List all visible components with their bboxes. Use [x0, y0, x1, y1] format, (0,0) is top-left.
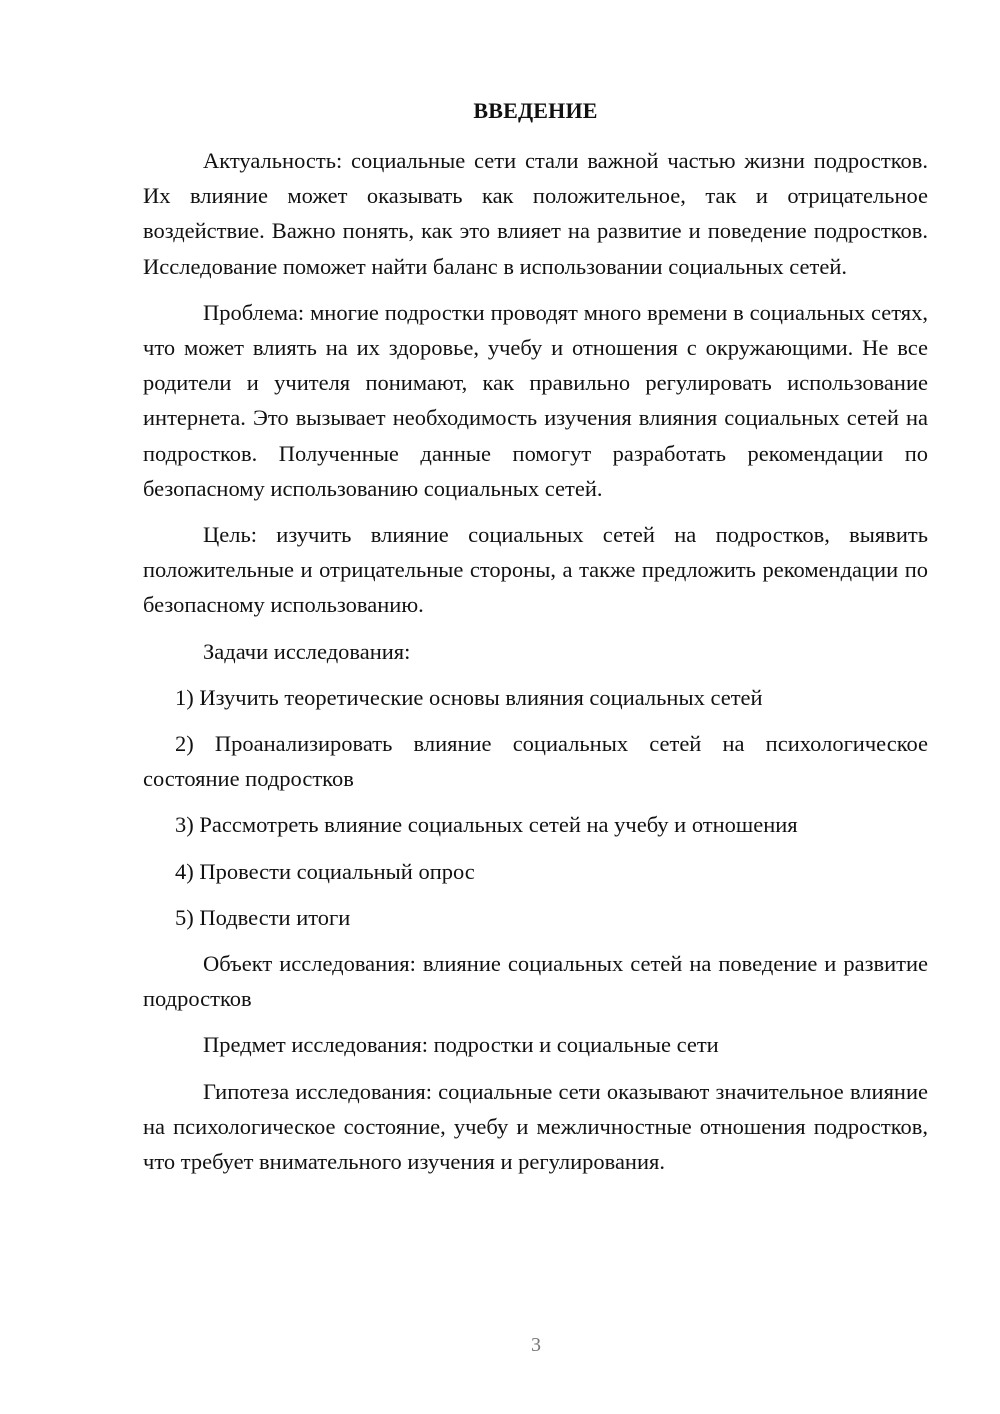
paragraph-object: Объект исследования: влияние социальных сетей на поведение и развитие подростков: [143, 951, 928, 1012]
paragraph-hypothesis: Гипотеза исследования: социальные сети оказывают значительное влияние на психологическое состояние, учебу и межличностные отношения подростков, что требует внимательного изучения и регулирования.: [143, 1078, 928, 1175]
task-item-3: 3) Рассмотреть влияние социальных сетей на учебу и отношения: [175, 812, 798, 838]
paragraph-goal: Цель: изучить влияние социальных сетей на подростков, выявить положительные и отрицательные стороны, а также предложить рекомендации по безопасному использованию.: [143, 522, 928, 618]
paragraph-relevance: Актуальность: социальные сети стали важной частью жизни подростков. Их влияние может оказывать как положительное, так и отрицательное воздействие. Важно понять, как это влияет на развитие и поведение подростков. Исследование поможет найти баланс в использовании социальных сетей.: [143, 148, 928, 279]
task-item-1: 1) Изучить теоретические основы влияния социальных сетей: [175, 684, 763, 710]
task-item-5: 5) Подвести итоги: [175, 904, 351, 930]
section-heading: ВВЕДЕНИЕ: [473, 98, 598, 123]
page-number: 3: [531, 1334, 541, 1356]
page-content: [143, 96, 928, 1179]
paragraph-subject: Предмет исследования: подростки и социальные сети: [203, 1032, 719, 1058]
tasks-heading: Задачи исследования:: [203, 638, 411, 664]
paragraph-problem: Проблема: многие подростки проводят много времени в социальных сетях, что может влиять на их здоровье, учебу и отношения с окружающими. Не все родители и учителя понимают, как правильно регулировать использование интернета. Это вызывает необходимость изучения влияния социальных сетей на подростков. Полученные данные помогут разработать рекомендации по безопасному использованию социальных сетей.: [143, 299, 928, 501]
task-item-4: 4) Провести социальный опрос: [175, 858, 475, 884]
task-item-2: 2) Проанализировать влияние социальных сетей на психологическое состояние подростков: [143, 731, 928, 792]
